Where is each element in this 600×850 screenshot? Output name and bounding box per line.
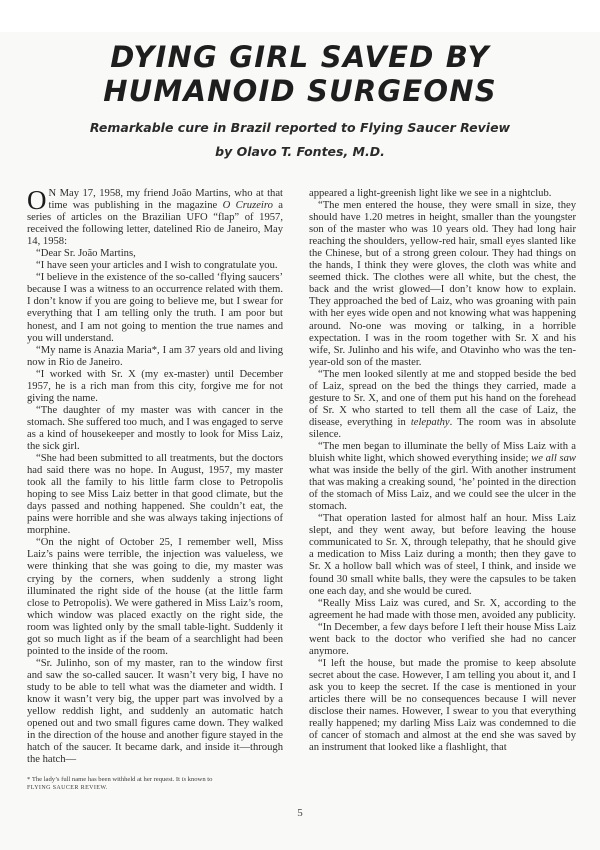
- footnote: * The lady’s full name has been withheld at her request. It is known to FLYING SAUCER REVIEW.: [27, 776, 213, 791]
- paragraph: “I believe in the existence of the so-called ‘flying saucers’ because I was a witness to an occurrence related with them. I don’t know if you are going to believe me, but I swear for everything that I am telling only the truth. I am poor but honest, and I am not going to mention the true names and you will understand.: [27, 272, 283, 344]
- paragraph: “My name is Anazia Maria*, I am 37 years old and living now in Rio de Janeiro.: [27, 344, 283, 368]
- paragraph: “The men began to illuminate the belly of Miss Laiz with a bluish white light, which showed everything inside; we all saw what was inside the belly of the girl. With another instrument that was making a creaking sound, ‘he’ pointed in the direction of the stomach of Miss Laiz, and we could see the ulcer in the stomach.: [309, 440, 576, 513]
- paragraph: “I have seen your articles and I wish to congratulate you.: [36, 260, 278, 272]
- paragraph: “I worked with Sr. X (my ex-master) until December 1957, he is a rich man from this city, forgive me for not giving the name.: [27, 368, 283, 404]
- publication-name: FLYING SAUCER REVIEW.: [27, 785, 108, 791]
- paragraph: appeared a light-greenish light like we see in a nightclub.: [309, 188, 552, 199]
- page-number: 5: [297, 807, 303, 819]
- paragraph: “The daughter of my master was with cancer in the stomach. She suffered too much, and I was engaged to serve as a kind of housekeeper and mostly to look for Miss Laiz, the sick girl.: [27, 404, 283, 452]
- article-subtitle: Remarkable cure in Brazil reported to Flying Saucer Review: [89, 120, 511, 135]
- paragraph: “I left the house, but made the promise to keep absolute secret about the case. However, I am telling you about it, and I ask you to keep the secret. If the case is mentioned in your articles there will be no consequences because I will never disclose their names. However, I swear to you that everything really happened; my darling Miss Laiz was condemned to die of cancer of stomach and almost at the end she was saved by an instrument that looked like a flashlight, that: [309, 657, 576, 754]
- drop-cap: O: [27, 185, 47, 215]
- paragraph: O N May 17, 1958, my friend João Martins, who at that time was publishing in the magazine O Cruzeiro a series of articles on the Brazilian UFO “flap” of 1957, received the following letter, datelined Rio de Janeiro, May 14, 1958:: [27, 185, 283, 248]
- paragraph: “The men entered the house, they were small in size, they should have 1.20 metres in height, smaller than the youngster son of the master who was 10 years old. They had long hair reaching the shoulders, yellow-red hair, small eyes slanted like the Chinese, but of a strong green colour. They had things on the hands, I think they were gloves, the cloth was white and seemed thick. The clothes were all white, but the chest, the back and the wrist glowed—I don’t know how to explain. They approached the bed of Laiz, who was groaning with pain with her eyes wide open and not knowing what was happening around. No-one was moving or talking, in a horrible expectation. I was in the room together with Sr. X and his wife, Sr. Julinho and his wife, and Otavinho who was the ten-year-old son of the master.: [309, 200, 576, 368]
- article-title: DYING GIRL SAVED BY HUMANOID SURGEONS: [103, 40, 497, 108]
- paragraph: “That operation lasted for almost half an hour. Miss Laiz slept, and they went away, but before leaving the house communicated to Sr. X, through telepathy, that he should give a medication to Miss Laiz during a month; then they gave to Sr. X a hollow ball which was of steel, I think, and inside we found 30 small white balls, they were the capsules to be taken one each day, and she would be cured.: [309, 513, 576, 597]
- paragraph: “The men looked silently at me and stopped beside the bed of Laiz, spread on the bed the things they carried, made a gesture to Sr. X, and one of them put his hand on the forehead of Sr. X who started to tell them all the case of Laiz, the disease, everything in telepathy. The room was in absolute silence.: [309, 368, 576, 440]
- paragraph: “Dear Sr. João Martins,: [36, 248, 136, 260]
- right-column: [309, 188, 576, 754]
- paragraph: “On the night of October 25, I remember well, Miss Laiz’s pains were terrible, the injection was valueless, we were thinking that she was going to die, my master was crying by the corners, when suddenly a strong light illuminated the right side of the house (at the little farm close to Petropolis). We were gathered in Miss Laiz’s room, which window was placed exactly on the right side, the room was lighted only by the small table-light. Suddenly it got so much light as if the beam of a searchlight had been pointed to the inside of the room.: [27, 537, 283, 657]
- paragraph: “In December, a few days before I left their house Miss Laiz went back to the doctor who verified she had no cancer anymore.: [309, 621, 576, 657]
- left-column: [27, 185, 283, 766]
- article-byline: by Olavo T. Fontes, M.D.: [215, 144, 385, 159]
- paragraph: “She had been submitted to all treatments, but the doctors had said there was no hope. In August, 1957, my master took all the family to his little farm close to Petropolis hoping to see Miss Laiz better in that good climate, but the days passed and nothing happened. She couldn’t eat, the pains were horrible and she was always taking injections of morphine.: [27, 453, 283, 537]
- paragraph: “Really Miss Laiz was cured, and Sr. X, according to the agreement he had made with those men, avoided any publicity.: [309, 597, 576, 621]
- article-header: [0, 40, 600, 162]
- paragraph: “Sr. Julinho, son of my master, ran to the window first and saw the so-called saucer. It wasn’t very big, I have no study to be able to tell what was the diameter and width. I know it wasn’t very big, the upper part was involved by a yellow reddish light, and suddenly an automatic hatch opened out and two small figures came down. They walked in the direction of the house and another figure stayed in the hatch of the saucer. It became dark, and inside it—through the hatch—: [27, 657, 283, 766]
